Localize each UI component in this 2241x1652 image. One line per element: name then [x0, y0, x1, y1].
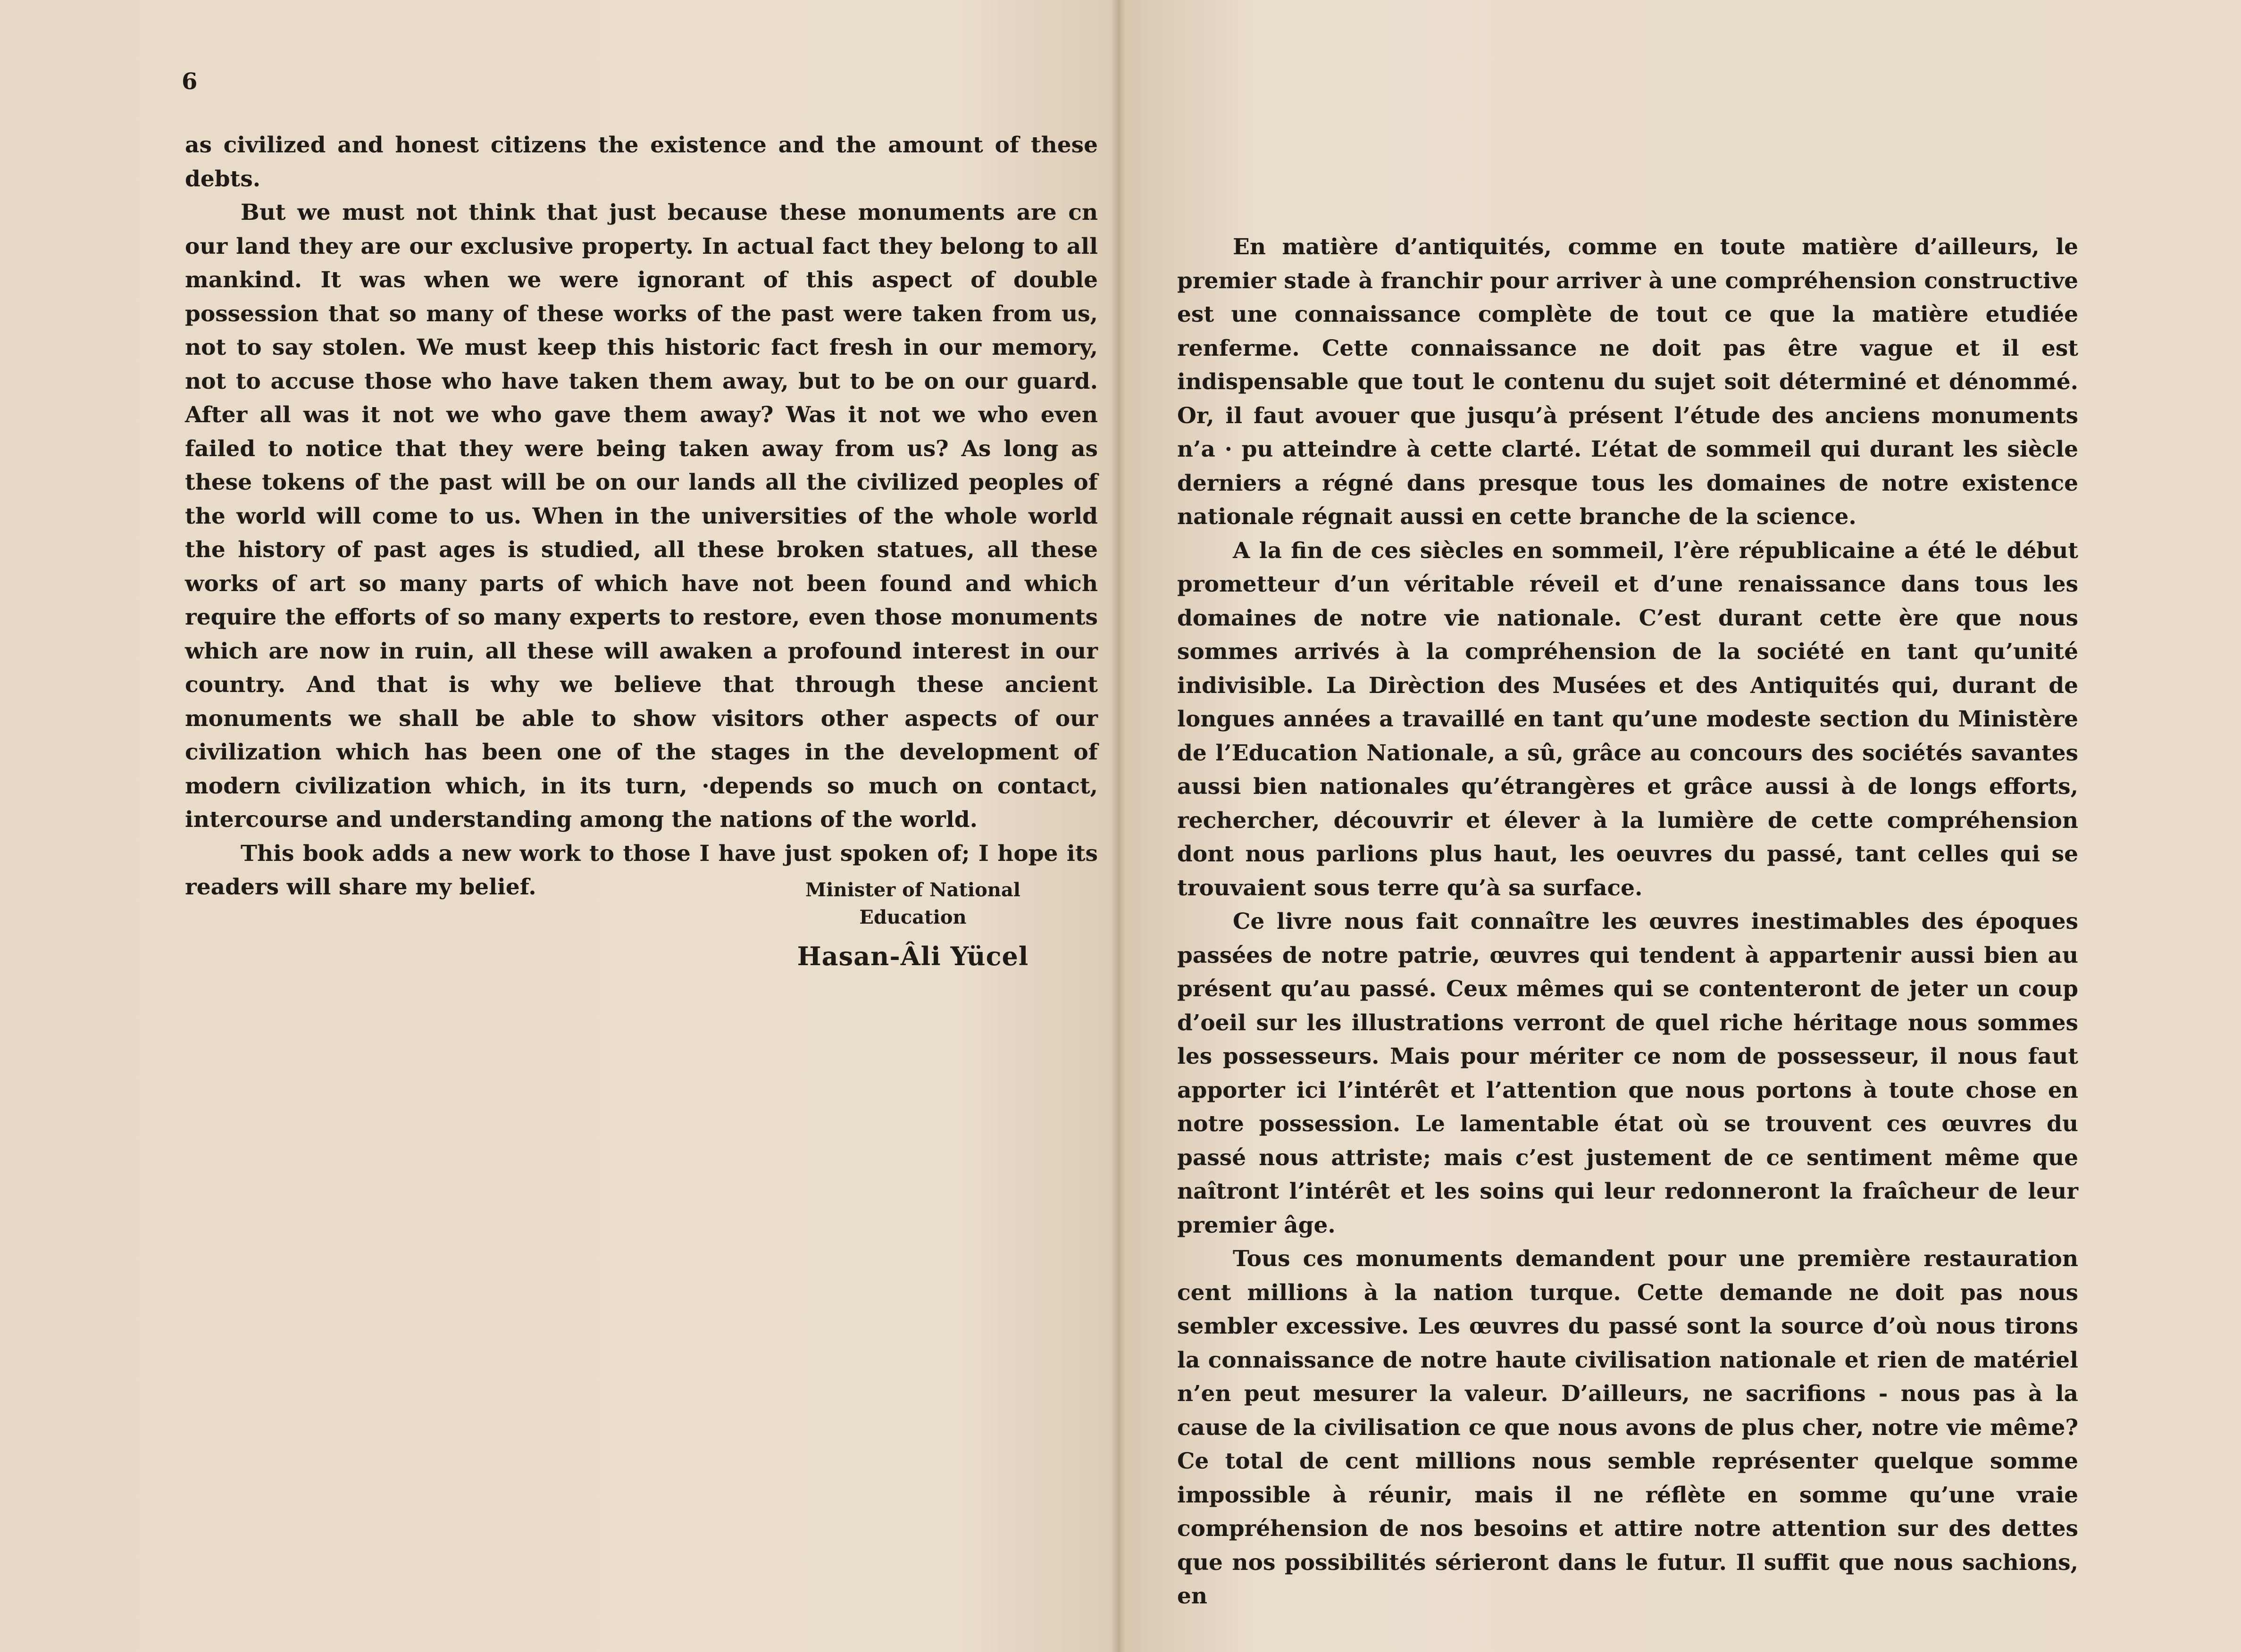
right-paragraph-2: A la fin de ces siècles en sommeil, l’ère républicaine a été le début prometteur d’un véritable réveil et d’une renaissance dans tous les domaines de notre vie nationale. C’est durant cette ère que nous sommes arrivés à la compréhension de la société en tant qu’unité indivisible. La Dirèction des Musées et des Antiquités qui, durant de longues années a travaillé en tant qu’une modeste section du Ministère de l’Education Nationale, a sû, grâce au concours des sociétés savantes aussi bien nationales qu’étrangères et grâce aussi à de longs efforts, rechercher, découvrir et élever à la lumière de cette compréhension dont nous parlions plus haut, les oeuvres du passé, tant celles qui se trouvaient sous terre qu’à sa surface. — [1177, 537, 2078, 901]
right-page — [1118, 0, 2241, 1652]
signature-title-line-1: Minister of National — [805, 879, 1021, 901]
right-paragraph-4: Tous ces monuments demandent pour une première restauration cent millions à la nation turque. Cette demande ne doit pas nous sembler excessive. Les œuvres du passé sont la source d’où nous tirons la connaissance de notre haute civilisation nationale et rien de matériel n’en peut mesurer la valeur. D’ailleurs, ne sacrifions - nous pas à la cause de la civilisation ce que nous avons de plus cher, notre vie même? Ce total de cent millions nous semble représenter quelque somme impossible à réunir, mais il ne réflète en somme qu’une vraie compréhension de nos besoins et attire notre attention sur des dettes que nos possibilités sérieront dans le futur. Il suffit que nous sachions, en — [1177, 1246, 2078, 1609]
right-paragraph-3: Ce livre nous fait connaître les œuvres inestimables des époques passées de notre patrie, œuvres qui tendent à appartenir aussi bien au présent qu’au passé. Ceux mêmes qui se contenteront de jeter un coup d’oeil sur les illustrations verront de quel riche héritage nous sommes les possesseurs. Mais pour mériter ce nom de possesseur, il nous faut apporter ici l’intérêt et l’attention que nous portons à toute chose en notre possession. Le lamentable état où se trouvent ces œuvres du passé nous attriste; mais c’est justement de ce sentiment même que naîtront l’intérêt et les soins qui leur redonneront la fraîcheur de leur premier âge. — [1177, 909, 2078, 1238]
signature-block — [724, 876, 1102, 977]
signature-name: Hasan-Âli Yücel — [797, 941, 1029, 971]
book-gutter — [1111, 0, 1125, 1652]
signature-title-line-2: Education — [859, 906, 967, 928]
left-page — [0, 0, 1118, 1652]
right-page-text — [1177, 230, 2078, 1613]
left-page-text — [185, 128, 1098, 904]
left-paragraph-1: as civilized and honest citizens the existence and the amount of these debts. — [185, 132, 1098, 192]
page-number: 6 — [182, 68, 198, 95]
right-paragraph-1: En matière d’antiquités, comme en toute matière d’ailleurs, le premier stade à franchir pour arriver à une compréhension constructive est une connaissance complète de tout ce que la matière etudiée renferme. Cette connaissance ne doit pas être vague et il est indispensable que tout le contenu du sujet soit déterminé et dénommé. Or, il faut avouer que jusqu’à présent l’étude des anciens monuments n’a · pu atteindre à cette clarté. L’état de sommeil qui durant les siècle derniers a régné dans presque tous les domaines de notre existence nationale régnait aussi en cette branche de la science. — [1177, 234, 2078, 530]
left-paragraph-2: But we must not think that just because these monuments are cn our land they are our exclusive property. In actual fact they belong to all mankind. It was when we were ignorant of this aspect of double possession that so many of these works of the past were taken from us, not to say stolen. We must keep this historic fact fresh in our memory, not to accuse those who have taken them away, but to be on our guard. After all was it not we who gave them away? Was it not we who even failed to notice that they were being taken away from us? As long as these tokens of the past will be on our lands all the civilized peoples of the world will come to us. When in the universities of the whole world the history of past ages is studied, all these broken statues, all these works of art so many parts of which have not been found and which require the efforts of so many experts to restore, even those monuments which are now in ruin, all these will awaken a profound interest in our country. And that is why we believe that through these ancient monuments we shall be able to show visitors other aspects of our civilization which has been one of the stages in the development of modern civilization which, in its turn, ·depends so much on contact, intercourse and understanding among the nations of the world. — [185, 200, 1098, 833]
left-paragraph-3: This book adds a new work to those I have just spoken of; I hope its readers will share my belief. — [185, 840, 1098, 900]
